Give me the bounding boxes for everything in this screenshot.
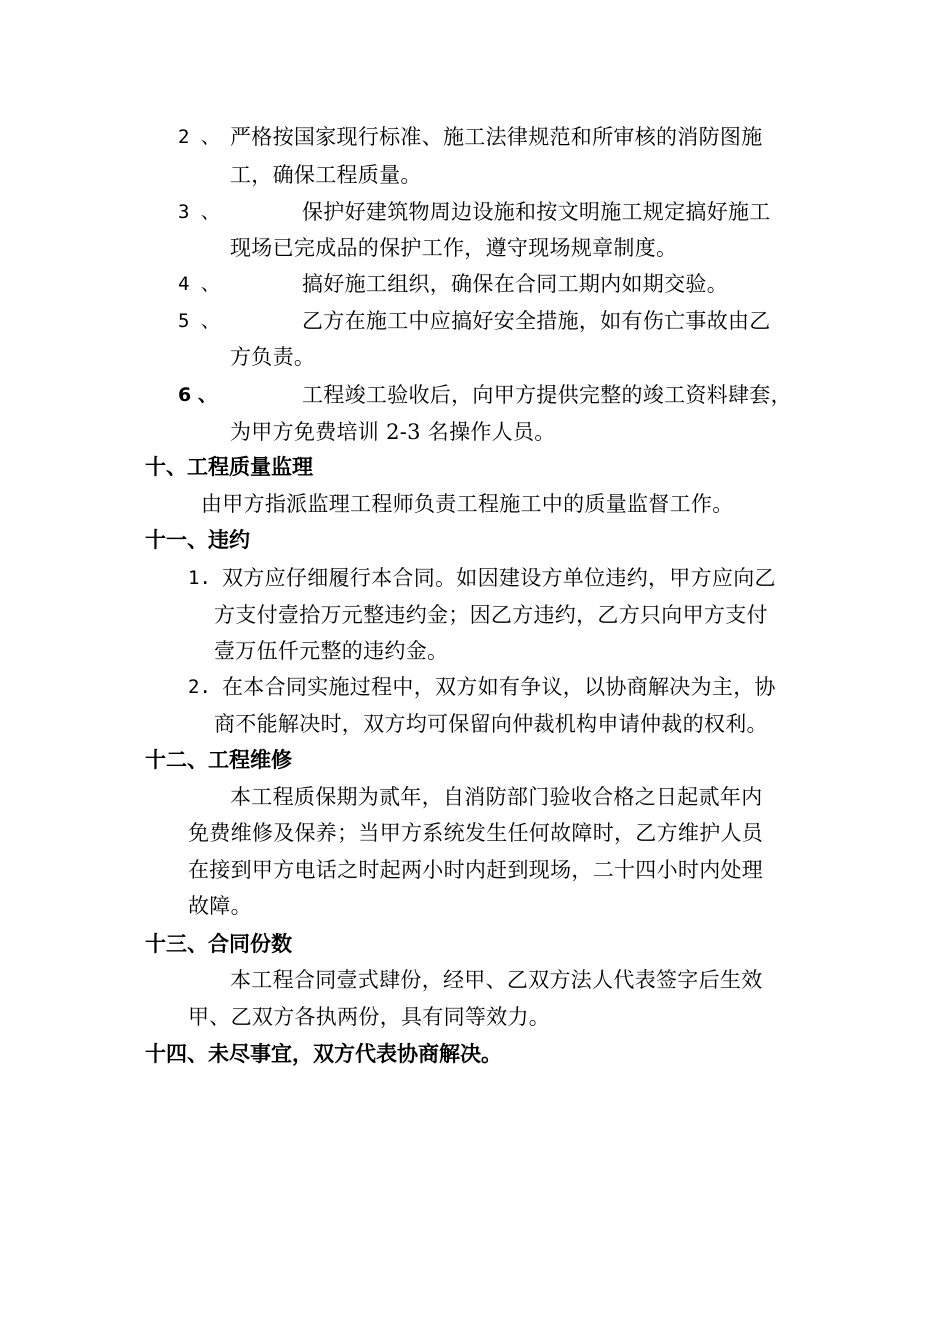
item-text-line: 方负责。	[230, 345, 316, 369]
section-heading: 十一、违约	[145, 528, 250, 552]
section-heading: 十、工程质量监理	[145, 455, 313, 479]
paragraph-line: 本工程合同壹式肆份，经甲、乙双方法人代表签字后生效	[230, 968, 763, 992]
paragraph-line: 在接到甲方电话之时起两小时内赶到现场，二十四小时内处理	[188, 858, 764, 882]
section-heading: 十四、未尽事宜，双方代表协商解决。	[145, 1042, 502, 1066]
item-text-line: 严格按国家现行标准、施工法律规范和所审核的消防图施	[230, 125, 763, 149]
item-text-line: 现场已完成品的保护工作，遵守现场规章制度。	[230, 236, 678, 260]
item-text-line: 为甲方免费培训 2-3 名操作人员。	[230, 420, 556, 444]
item-number: 5 、	[178, 310, 220, 332]
item-text-line: 工，确保工程质量。	[230, 163, 422, 187]
item-text-line: 方支付壹拾万元整违约金；因乙方违约，乙方只向甲方支付	[214, 603, 768, 627]
item-text-line: 壹万伍仟元整的违约金。	[214, 639, 449, 663]
item-text-line: 保护好建筑物周边设施和按文明施工规定搞好施工	[302, 200, 771, 224]
item-number: 4 、	[178, 273, 220, 295]
item-text-line: 在本合同实施过程中，双方如有争议，以协商解决为主，协	[222, 675, 776, 699]
paragraph-line: 甲、乙双方各执两份，具有同等效力。	[188, 1005, 551, 1029]
paragraph-line: 免费维修及保养；当甲方系统发生任何故障时，乙方维护人员	[188, 821, 764, 845]
item-text-line: 工程竣工验收后，向甲方提供完整的竣工资料肆套，	[302, 383, 792, 407]
item-number: 6 、	[178, 384, 217, 406]
item-number: 1.	[188, 567, 211, 589]
item-number: 2.	[188, 676, 211, 698]
paragraph-line: 由甲方指派监理工程师负责工程施工中的质量监督工作。	[201, 492, 734, 516]
paragraph-line: 本工程质保期为贰年，自消防部门验收合格之日起贰年内	[230, 785, 763, 809]
section-heading: 十二、工程维修	[145, 748, 292, 772]
section-heading: 十三、合同份数	[145, 932, 292, 956]
item-text-line: 双方应仔细履行本合同。如因建设方单位违约，甲方应向乙	[222, 566, 776, 590]
item-number: 3 、	[178, 201, 220, 223]
item-text-line: 乙方在施工中应搞好安全措施，如有伤亡事故由乙	[302, 309, 771, 333]
item-text-line: 搞好施工组织，确保在合同工期内如期交验。	[302, 272, 728, 296]
paragraph-line: 故障。	[188, 894, 252, 918]
item-number: 2 、	[178, 126, 220, 148]
item-text-line: 商不能解决时，双方均可保留向仲裁机构申请仲裁的权利。	[214, 712, 768, 736]
